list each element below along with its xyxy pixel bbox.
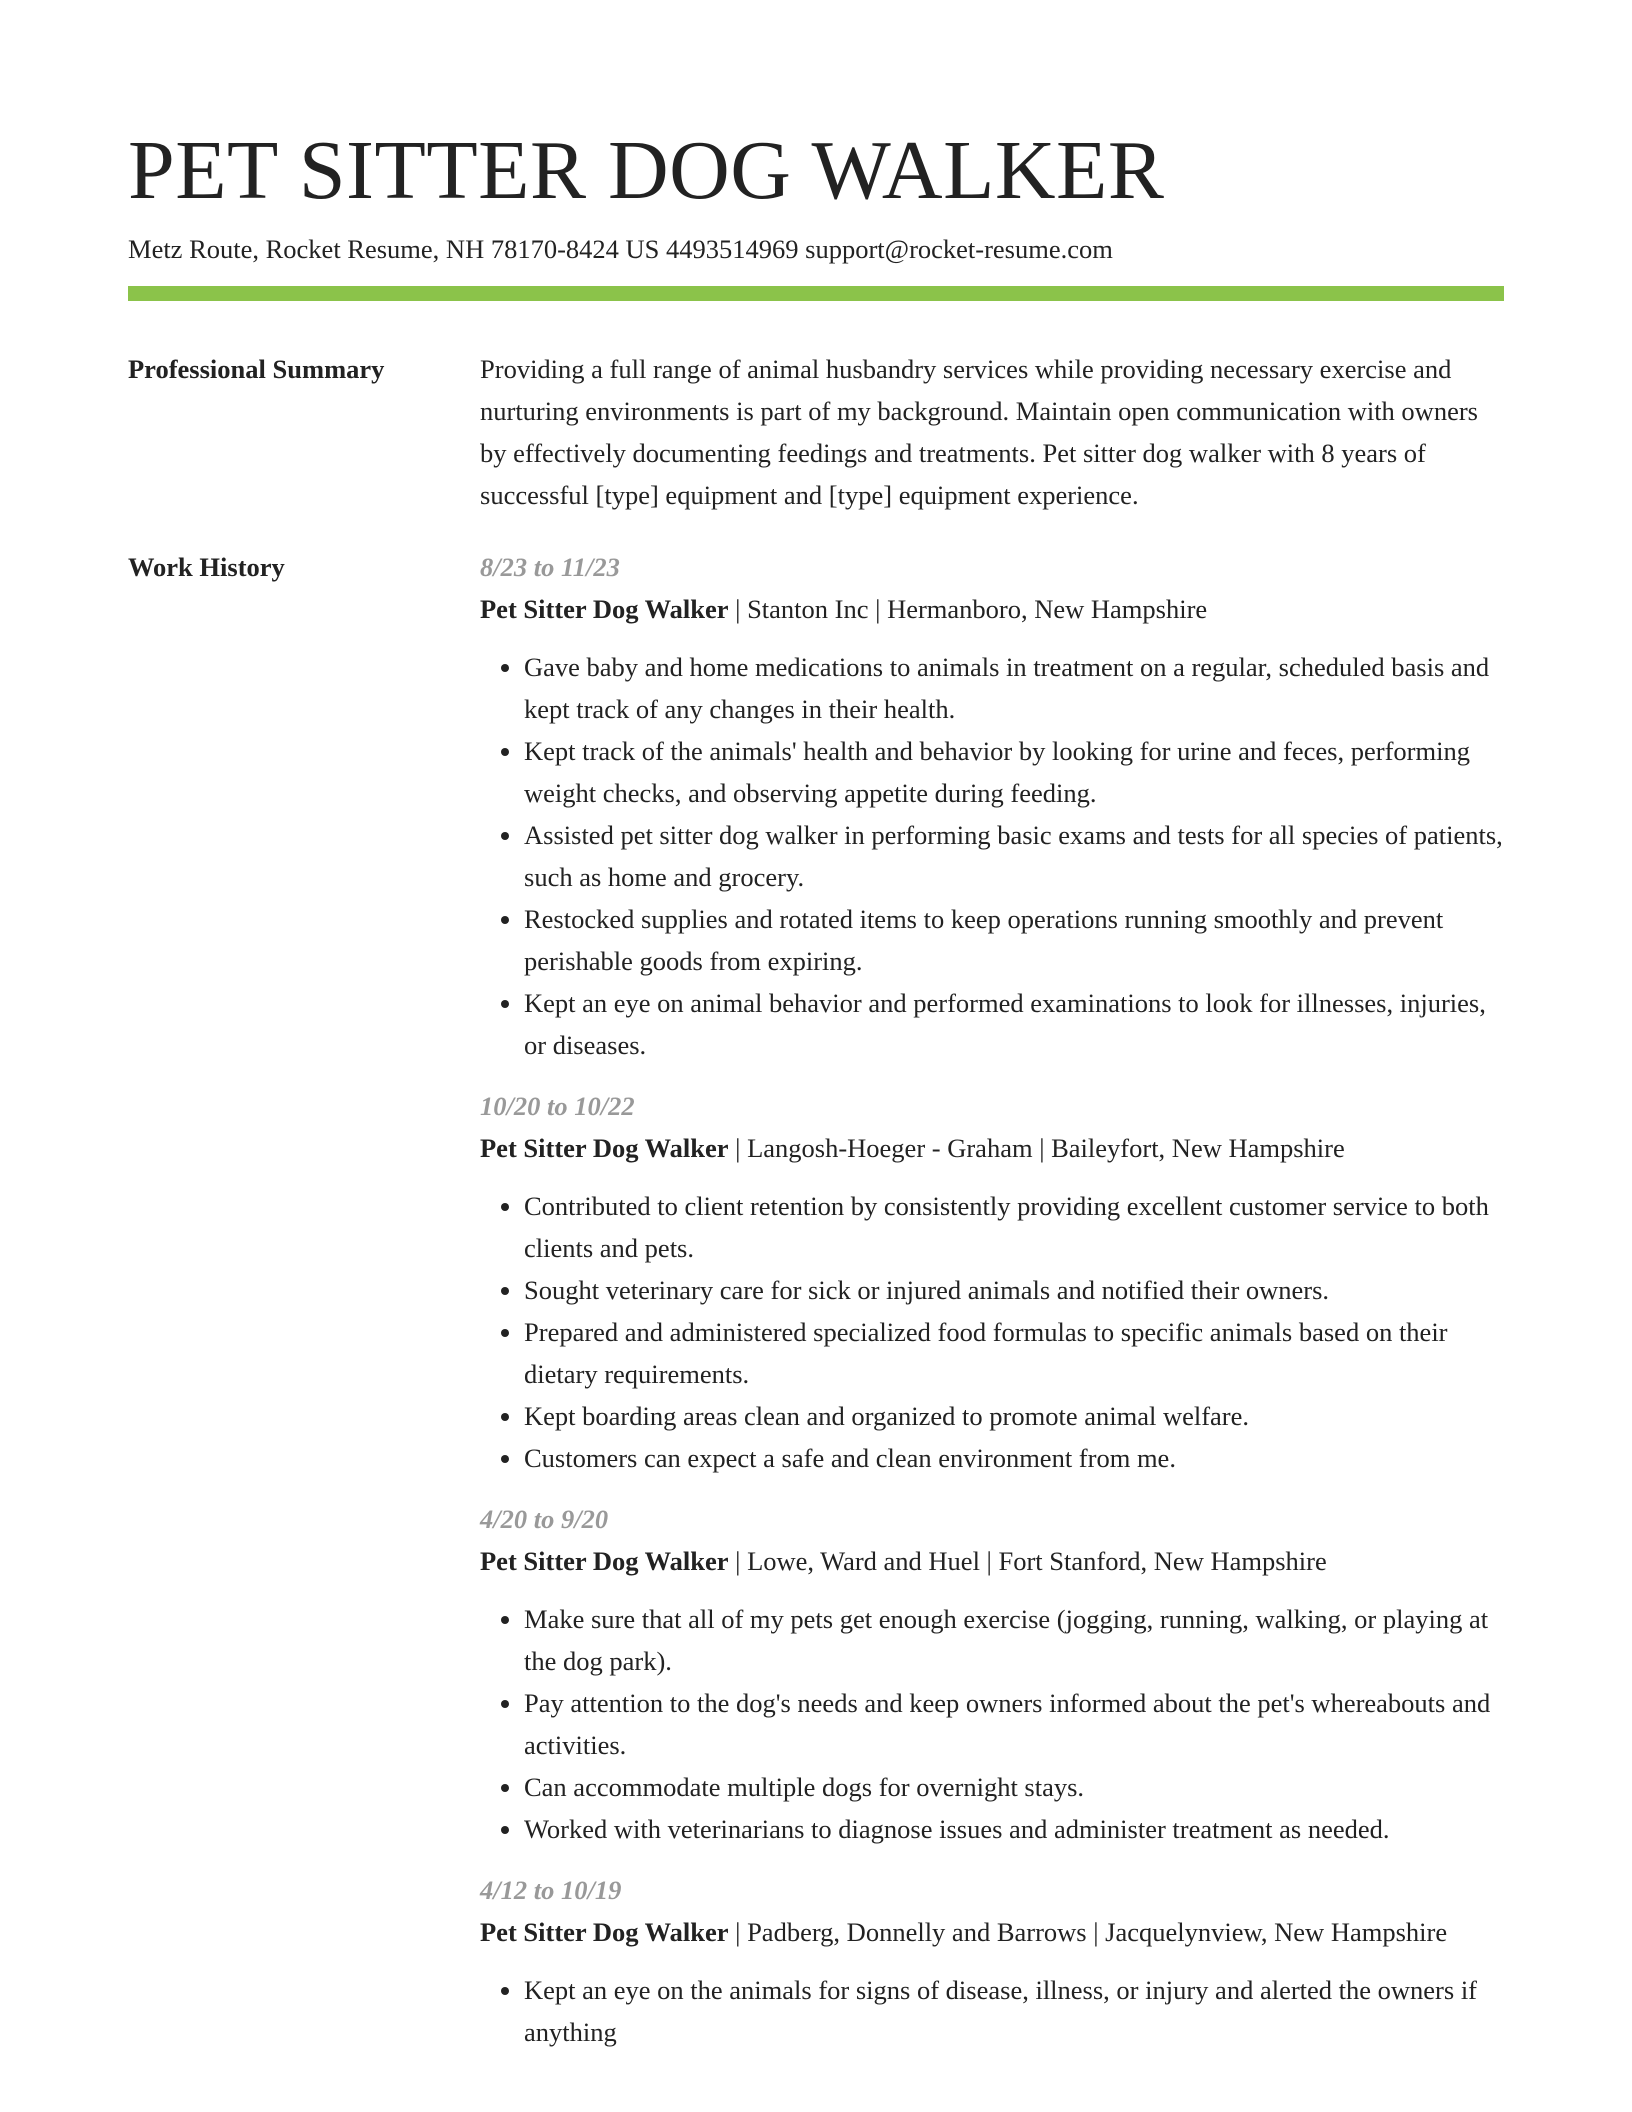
responsibility-item: • Worked with veterinarians to diagnose issues and administer treatment as needed. <box>524 1808 1504 1850</box>
job-title: Pet Sitter Dog Walker <box>480 1133 729 1163</box>
job-entry <box>480 546 1504 1066</box>
job-heading <box>480 588 1504 630</box>
job-dates: 4/12 to 10/19 <box>480 1875 622 1905</box>
job-responsibilities <box>480 646 1504 1066</box>
responsibility-item: • Contributed to client retention by consistently providing excellent customer service to both clients and pets. <box>524 1185 1504 1269</box>
job-dates: 4/20 to 9/20 <box>480 1504 609 1534</box>
header-divider <box>128 286 1504 301</box>
job-responsibilities <box>480 1969 1504 2053</box>
resume-name: PET SITTER DOG WALKER <box>128 124 1165 217</box>
job-entry <box>480 1498 1504 1850</box>
work-history-body <box>480 546 1504 2072</box>
job-employer-location: | Stanton Inc | Hermanboro, New Hampshire <box>728 594 1208 624</box>
job-responsibilities <box>480 1185 1504 1479</box>
job-title: Pet Sitter Dog Walker <box>480 594 729 624</box>
job-employer-location: | Lowe, Ward and Huel | Fort Stanford, New Hampshire <box>728 1546 1327 1576</box>
summary-heading: Professional Summary <box>128 354 385 384</box>
work-history-heading: Work History <box>128 552 285 582</box>
job-responsibilities <box>480 1598 1504 1850</box>
responsibility-item: • Kept an eye on the animals for signs of disease, illness, or injury and alerted the owners if anything <box>524 1969 1504 2053</box>
responsibility-item: • Kept track of the animals' health and behavior by looking for urine and feces, performing weight checks, and observing appetite during feeding. <box>524 730 1504 814</box>
responsibility-item: • Can accommodate multiple dogs for overnight stays. <box>524 1766 1504 1808</box>
contact-info: Metz Route, Rocket Resume, NH 78170-8424 US 4493514969 support@rocket-resume.com <box>128 234 1113 264</box>
summary-text: Providing a full range of animal husbandry services while providing necessary exercise and nurturing environments is part of my background. Maintain open communication with owners by effectively documenting feedings and treatments. Pet sitter dog walker with 8 years of successful [type] equipment and [type] equipment experience. <box>480 354 1478 510</box>
responsibility-item: • Sought veterinary care for sick or injured animals and notified their owners. <box>524 1269 1504 1311</box>
responsibility-item: • Kept boarding areas clean and organized to promote animal welfare. <box>524 1395 1504 1437</box>
job-entry <box>480 1869 1504 2053</box>
job-heading <box>480 1911 1504 1953</box>
responsibility-item: • Prepared and administered specialized food formulas to specific animals based on their dietary requirements. <box>524 1311 1504 1395</box>
job-dates: 8/23 to 11/23 <box>480 552 620 582</box>
job-heading <box>480 1540 1504 1582</box>
job-employer-location: | Langosh-Hoeger - Graham | Baileyfort, New Hampshire <box>728 1133 1345 1163</box>
responsibility-item: • Pay attention to the dog's needs and keep owners informed about the pet's whereabouts and activities. <box>524 1682 1504 1766</box>
job-dates: 10/20 to 10/22 <box>480 1091 635 1121</box>
job-title: Pet Sitter Dog Walker <box>480 1546 729 1576</box>
responsibility-item: • Restocked supplies and rotated items to keep operations running smoothly and prevent perishable goods from expiring. <box>524 898 1504 982</box>
summary-body <box>480 348 1504 516</box>
job-title: Pet Sitter Dog Walker <box>480 1917 729 1947</box>
responsibility-item: • Assisted pet sitter dog walker in performing basic exams and tests for all species of patients, such as home and grocery. <box>524 814 1504 898</box>
job-heading <box>480 1127 1504 1169</box>
responsibility-item: • Make sure that all of my pets get enough exercise (jogging, running, walking, or playing at the dog park). <box>524 1598 1504 1682</box>
job-entry <box>480 1085 1504 1479</box>
responsibility-item: • Customers can expect a safe and clean environment from me. <box>524 1437 1504 1479</box>
job-employer-location: | Padberg, Donnelly and Barrows | Jacquelynview, New Hampshire <box>728 1917 1448 1947</box>
responsibility-item: • Kept an eye on animal behavior and performed examinations to look for illnesses, injuries, or diseases. <box>524 982 1504 1066</box>
responsibility-item: • Gave baby and home medications to animals in treatment on a regular, scheduled basis and kept track of any changes in their health. <box>524 646 1504 730</box>
